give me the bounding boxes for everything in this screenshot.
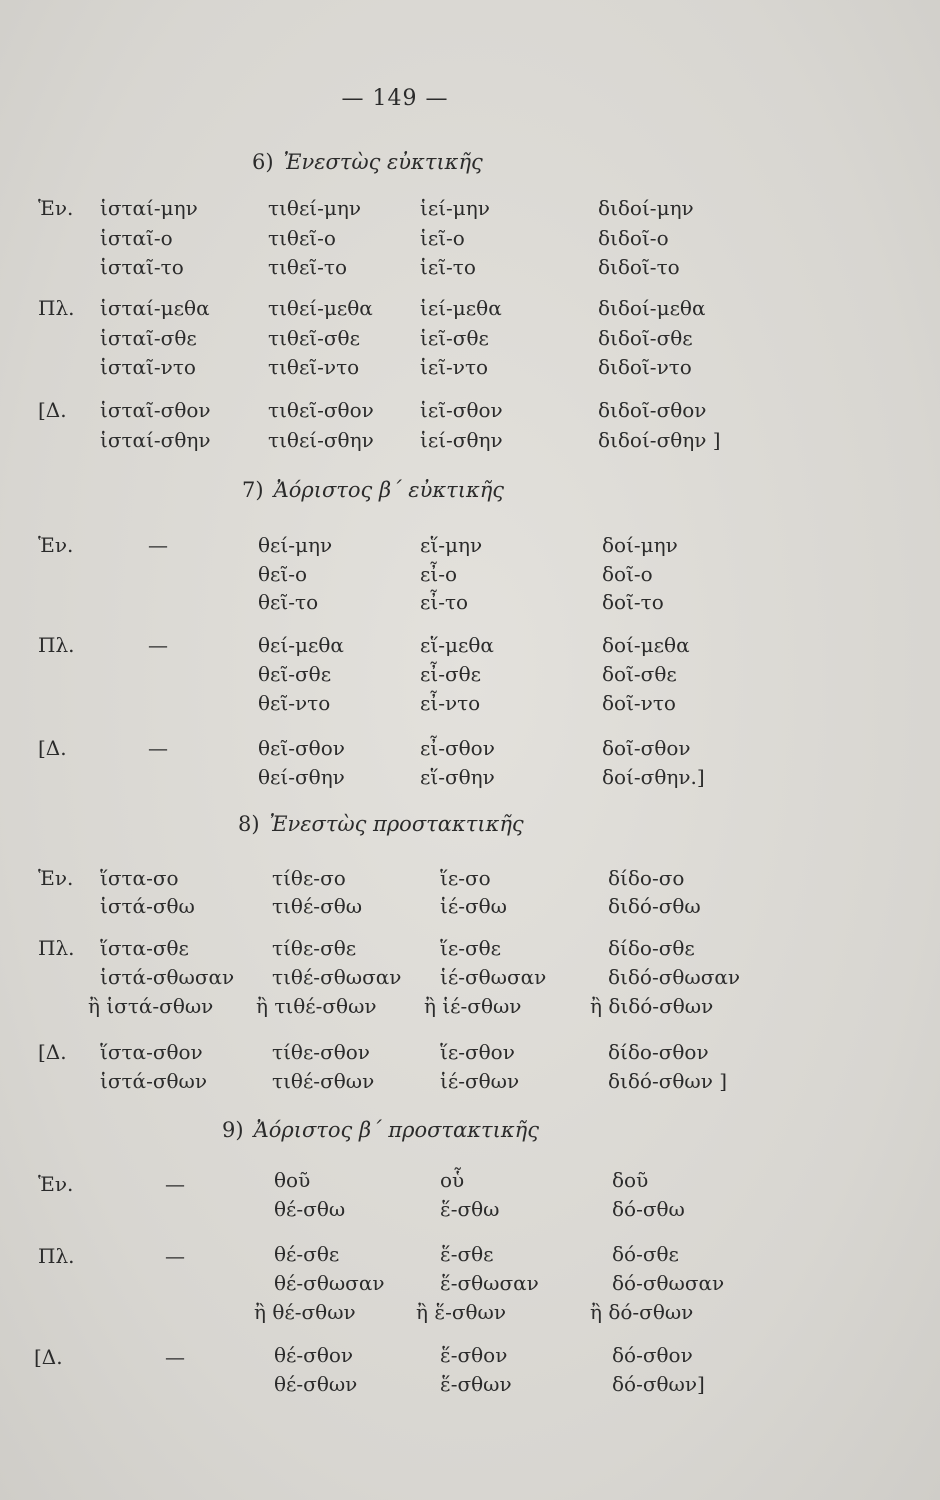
form-cell: τίθε-σο: [272, 866, 346, 890]
form-cell: ἢ δό-σθων: [590, 1300, 694, 1324]
form-cell: ἱεῖ-ντο: [420, 355, 489, 379]
section-number: 9): [222, 1118, 244, 1142]
form-cell: ἕ-σθε: [440, 1242, 494, 1266]
label-singular: Ἑν.: [38, 533, 74, 557]
form-cell: τιθεί-μην: [268, 196, 362, 220]
form-cell: θεῖ-σθε: [258, 662, 332, 686]
form-cell: δοί-μην: [602, 533, 678, 557]
form-cell: διδοῖ-ντο: [598, 355, 692, 379]
form-cell: διδοῖ-σθε: [598, 326, 693, 350]
form-cell: ἱσταῖ-το: [100, 255, 184, 279]
form-cell: ἵστα-σθε: [100, 936, 189, 960]
form-cell: ἵστα-σθον: [100, 1040, 203, 1064]
form-cell: θεῖ-ντο: [258, 691, 331, 715]
form-cell: ἱσταί-μην: [100, 196, 198, 220]
form-cell: ἵε-σθε: [440, 936, 502, 960]
form-cell: θέ-σθωσαν: [274, 1271, 385, 1295]
form-cell: ἕ-σθωσαν: [440, 1271, 539, 1295]
form-cell: δοῖ-ο: [602, 562, 653, 586]
form-cell: δό-σθον: [612, 1343, 693, 1367]
label-dual: [Δ.: [38, 736, 67, 760]
form-cell: ἱέ-σθων: [440, 1069, 520, 1093]
form-cell: θέ-σθων: [274, 1372, 358, 1396]
form-cell: ἱεῖ-σθον: [420, 398, 503, 422]
form-cell: εἶ-ντο: [420, 691, 481, 715]
form-cell: ἱσταῖ-σθον: [100, 398, 211, 422]
form-cell: θεί-μην: [258, 533, 333, 557]
form-cell: δοί-μεθα: [602, 633, 690, 657]
form-cell: διδοί-σθην ]: [598, 428, 721, 452]
section-title-6: [252, 150, 483, 174]
section-number: 6): [252, 150, 274, 174]
form-cell: ἢ ἱέ-σθων: [424, 994, 522, 1018]
form-cell: ἢ διδό-σθων: [590, 994, 714, 1018]
form-cell: εἶ-το: [420, 590, 469, 614]
form-cell: εἵ-μεθα: [420, 633, 494, 657]
label-plural: Πλ.: [38, 633, 75, 657]
form-cell: ἱεῖ-ο: [420, 226, 465, 250]
form-cell: θεῖ-ο: [258, 562, 308, 586]
label-singular: Ἑν.: [38, 866, 74, 890]
form-cell: ἱεῖ-το: [420, 255, 476, 279]
label-plural: Πλ.: [38, 296, 75, 320]
form-cell: δοῦ: [612, 1168, 649, 1192]
form-cell: διδό-σθω: [608, 894, 701, 918]
form-cell: θεῖ-το: [258, 590, 319, 614]
form-cell: εἶ-σθε: [420, 662, 482, 686]
form-cell: δοῖ-σθον: [602, 736, 691, 760]
empty-dash: —: [148, 633, 168, 657]
label-dual: [Δ.: [38, 398, 67, 422]
label-plural: Πλ.: [38, 1244, 75, 1268]
form-cell: ἱσταῖ-ντο: [100, 355, 196, 379]
section-name: Ἐνεστὼς προστακτικῆς: [269, 812, 524, 836]
form-cell: ἱεί-σθην: [420, 428, 503, 452]
form-cell: θέ-σθε: [274, 1242, 340, 1266]
form-cell: θεῖ-σθον: [258, 736, 345, 760]
form-cell: θοῦ: [274, 1168, 311, 1192]
form-cell: ἱέ-σθωσαν: [440, 965, 547, 989]
page-number: — 149 —: [341, 86, 449, 111]
form-cell: ἕ-σθων: [440, 1372, 512, 1396]
section-title-9: [222, 1118, 539, 1142]
form-cell: εἶ-ο: [420, 562, 458, 586]
form-cell: δό-σθε: [612, 1242, 679, 1266]
form-cell: τιθέ-σθω: [272, 894, 363, 918]
form-cell: δό-σθω: [612, 1197, 685, 1221]
form-cell: τιθεῖ-σθε: [268, 326, 360, 350]
empty-dash: —: [148, 533, 168, 557]
form-cell: τιθεῖ-ο: [268, 226, 336, 250]
form-cell: διδοῖ-ο: [598, 226, 669, 250]
form-cell: τιθεῖ-σθον: [268, 398, 374, 422]
form-cell: θέ-σθω: [274, 1197, 346, 1221]
form-cell: ἱσταῖ-ο: [100, 226, 173, 250]
form-cell: δοῖ-ντο: [602, 691, 676, 715]
form-cell: διδό-σθωσαν: [608, 965, 741, 989]
label-plural: Πλ.: [38, 936, 75, 960]
form-cell: διδοῖ-το: [598, 255, 680, 279]
label-singular: Ἑν.: [38, 1172, 74, 1196]
form-cell: ἱέ-σθω: [440, 894, 507, 918]
form-cell: δοί-σθην.]: [602, 765, 705, 789]
label-singular: Ἑν.: [38, 196, 74, 220]
label-dual: [Δ.: [34, 1345, 63, 1369]
form-cell: ἵστα-σο: [100, 866, 179, 890]
section-name: Ἐνεστὼς εὐκτικῆς: [283, 150, 483, 174]
empty-dash: —: [165, 1172, 185, 1196]
form-cell: δοῖ-σθε: [602, 662, 677, 686]
form-cell: δό-σθων]: [612, 1372, 705, 1396]
form-cell: διδοῖ-σθον: [598, 398, 707, 422]
form-cell: δίδο-σθε: [608, 936, 695, 960]
form-cell: ἱεί-μην: [420, 196, 490, 220]
form-cell: τίθε-σθε: [272, 936, 357, 960]
section-title-8: [238, 812, 524, 836]
form-cell: ἕ-σθον: [440, 1343, 508, 1367]
form-cell: δίδο-σθον: [608, 1040, 709, 1064]
form-cell: ἵε-σο: [440, 866, 491, 890]
form-cell: ἱστά-σθωσαν: [100, 965, 235, 989]
form-cell: ἱστά-σθων: [100, 1069, 207, 1093]
form-cell: ἢ ἱστά-σθων: [88, 994, 214, 1018]
form-cell: εἵ-μην: [420, 533, 483, 557]
empty-dash: —: [148, 736, 168, 760]
form-cell: ἱσταί-μεθα: [100, 296, 210, 320]
form-cell: ἵε-σθον: [440, 1040, 515, 1064]
section-name: Ἀόριστος β΄ προστακτικῆς: [253, 1118, 539, 1142]
empty-dash: —: [165, 1244, 185, 1268]
form-cell: θεί-σθην: [258, 765, 345, 789]
form-cell: θέ-σθον: [274, 1343, 354, 1367]
form-cell: τιθέ-σθων: [272, 1069, 375, 1093]
form-cell: τιθέ-σθωσαν: [272, 965, 402, 989]
form-cell: δό-σθωσαν: [612, 1271, 725, 1295]
section-number: 8): [238, 812, 260, 836]
form-cell: ἢ τιθέ-σθων: [256, 994, 377, 1018]
form-cell: δίδο-σο: [608, 866, 685, 890]
form-cell: ἱστά-σθω: [100, 894, 195, 918]
form-cell: εἵ-σθην: [420, 765, 495, 789]
form-cell: τιθεί-μεθα: [268, 296, 373, 320]
form-cell: ἱεῖ-σθε: [420, 326, 489, 350]
label-dual: [Δ.: [38, 1040, 67, 1064]
section-number: 7): [242, 478, 264, 502]
form-cell: τιθεῖ-ντο: [268, 355, 360, 379]
form-cell: διδοί-μεθα: [598, 296, 706, 320]
form-cell: ἢ ἕ-σθων: [416, 1300, 506, 1324]
form-cell: τίθε-σθον: [272, 1040, 370, 1064]
empty-dash: —: [165, 1345, 185, 1369]
form-cell: τιθεί-σθην: [268, 428, 374, 452]
form-cell: ἱεί-μεθα: [420, 296, 502, 320]
form-cell: οὗ: [440, 1168, 465, 1192]
form-cell: ἢ θέ-σθων: [254, 1300, 356, 1324]
section-title-7: [242, 478, 504, 502]
form-cell: ἕ-σθω: [440, 1197, 500, 1221]
section-name: Ἀόριστος β΄ εὐκτικῆς: [273, 478, 505, 502]
form-cell: ἱσταί-σθην: [100, 428, 211, 452]
form-cell: διδό-σθων ]: [608, 1069, 728, 1093]
form-cell: διδοί-μην: [598, 196, 694, 220]
form-cell: θεί-μεθα: [258, 633, 344, 657]
form-cell: εἶ-σθον: [420, 736, 495, 760]
form-cell: δοῖ-το: [602, 590, 664, 614]
form-cell: ἱσταῖ-σθε: [100, 326, 197, 350]
form-cell: τιθεῖ-το: [268, 255, 348, 279]
